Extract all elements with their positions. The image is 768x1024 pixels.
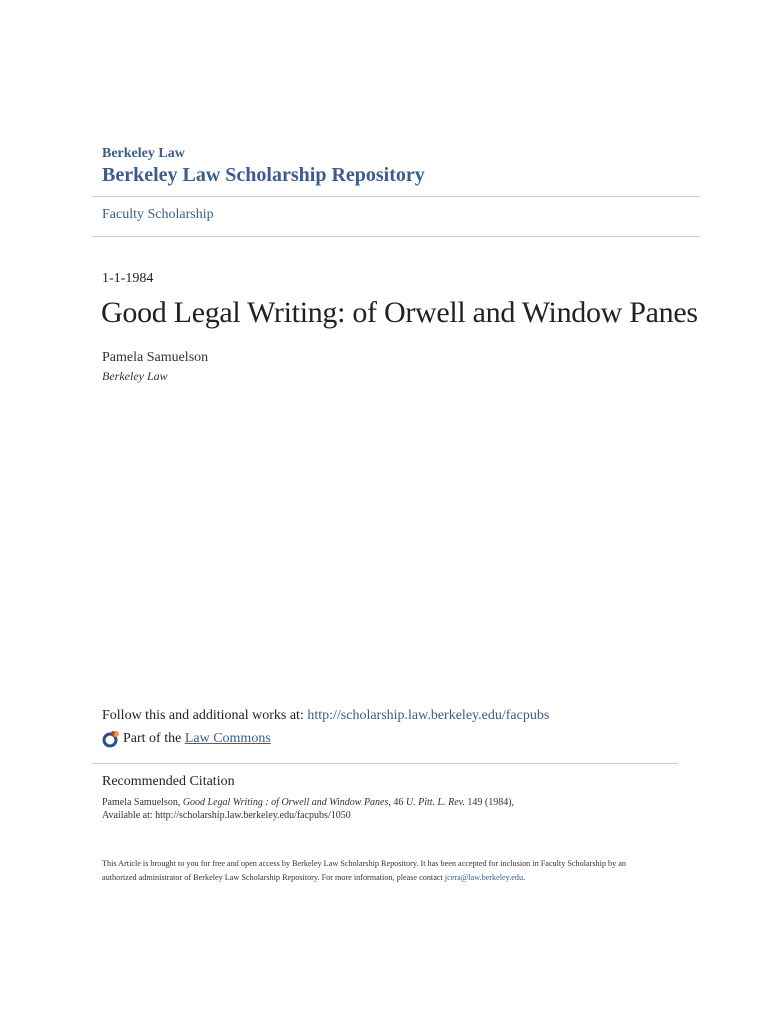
- citation-title: Good Legal Writing : of Orwell and Window Panes: [182, 797, 389, 808]
- divider-top: [92, 196, 700, 197]
- commons-icon: [102, 730, 120, 748]
- facpubs-link[interactable]: http://scholarship.law.berkeley.edu/facpubs: [307, 708, 550, 723]
- follow-prefix: Follow this and additional works at:: [102, 708, 308, 723]
- citation-available: Available at: http://scholarship.law.berkeley.edu/facpubs/1050: [102, 810, 351, 821]
- repository-header: [102, 146, 425, 188]
- access-notice-text: This Article is brought to you for free and open access by Berkeley Law Scholarship Repository. It has been accepted for inclusion in Faculty Scholarship by an authorized administrator of Berkeley Law Scholarship Repository. For more information, please contact: [102, 859, 627, 882]
- law-commons-link[interactable]: Law Commons: [184, 731, 271, 746]
- recommended-citation-heading: Recommended Citation: [102, 774, 235, 789]
- repository-name-link[interactable]: Berkeley Law Scholarship Repository: [102, 164, 425, 186]
- author-name: Pamela Samuelson: [102, 350, 209, 365]
- citation-line-1: [102, 796, 514, 809]
- part-of-line: [102, 730, 271, 748]
- part-of-prefix: Part of the: [123, 731, 182, 746]
- contact-email-link[interactable]: jcera@law.berkeley.edu: [444, 873, 524, 882]
- citation-text: [102, 796, 514, 822]
- follow-line: [102, 708, 549, 724]
- access-notice: [102, 857, 662, 885]
- citation-page-year: 149 (1984),: [464, 797, 515, 808]
- divider-middle: [92, 236, 700, 237]
- divider-bottom: [92, 763, 678, 764]
- brand-small-link[interactable]: Berkeley Law: [102, 146, 185, 161]
- collection-link[interactable]: Faculty Scholarship: [102, 207, 214, 222]
- publication-date: 1-1-1984: [102, 271, 154, 286]
- access-notice-end: .: [523, 873, 526, 882]
- citation-journal: U. Pitt. L. Rev.: [405, 797, 465, 808]
- citation-volume: , 46: [388, 797, 406, 808]
- citation-author: Pamela Samuelson,: [102, 797, 183, 808]
- article-title: Good Legal Writing: of Orwell and Window Panes: [101, 296, 698, 329]
- author-affiliation: Berkeley Law: [102, 369, 168, 383]
